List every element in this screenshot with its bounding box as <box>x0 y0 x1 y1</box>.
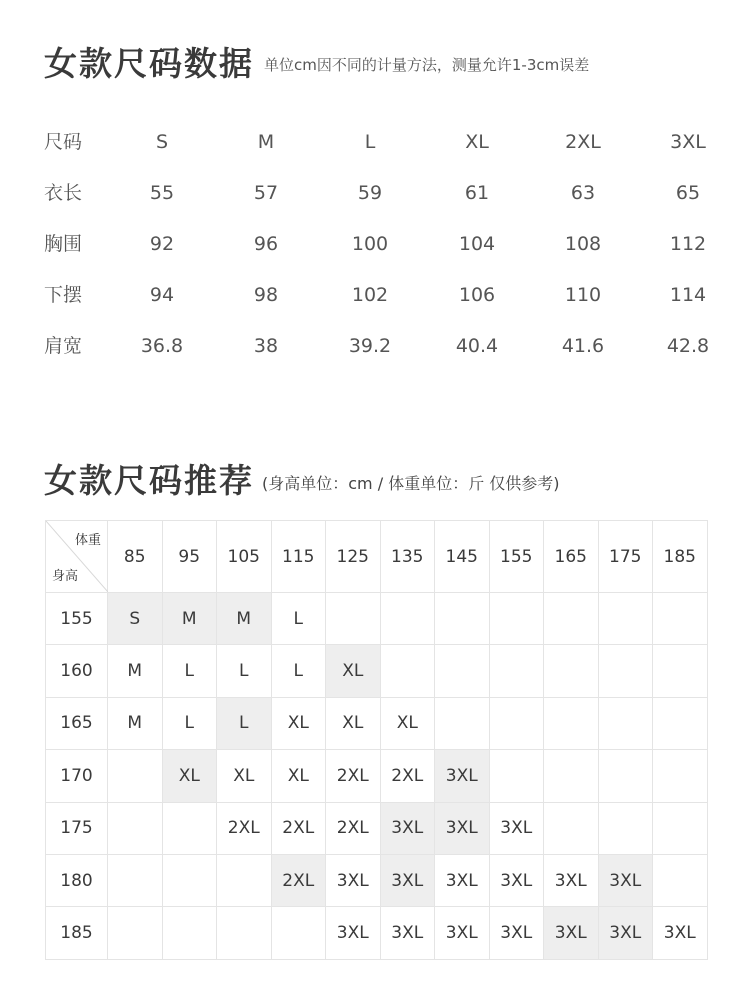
size-cell: L <box>162 697 217 749</box>
size-cell <box>108 854 163 906</box>
size-data-title: 女款尺码数据 <box>44 44 254 83</box>
size-cell: 2XL <box>217 802 272 854</box>
size-cell: XL <box>326 697 381 749</box>
size-value: 104 <box>458 233 496 255</box>
size-cell: 3XL <box>435 750 490 802</box>
size-cell <box>653 802 708 854</box>
size-cell <box>108 907 163 959</box>
weight-header-cell: 135 <box>380 521 435 593</box>
size-cell: M <box>108 645 163 697</box>
height-row <box>46 750 708 802</box>
row-label: 胸围 <box>44 233 83 255</box>
size-cell: 2XL <box>380 750 435 802</box>
height-header-cell: 160 <box>46 645 108 697</box>
size-cell <box>108 802 163 854</box>
size-cell <box>162 802 217 854</box>
size-cell <box>544 750 599 802</box>
size-cell <box>653 854 708 906</box>
row-label: 肩宽 <box>44 335 83 357</box>
height-row <box>46 802 708 854</box>
size-label: 2XL <box>565 131 601 153</box>
height-header-cell: 180 <box>46 854 108 906</box>
size-label: L <box>364 131 376 153</box>
size-label: S <box>155 131 169 153</box>
size-cell: 3XL <box>489 907 544 959</box>
size-cell: XL <box>326 645 381 697</box>
size-cell <box>489 645 544 697</box>
size-cell <box>435 593 490 645</box>
size-header-row <box>0 122 750 162</box>
size-cell: 2XL <box>271 802 326 854</box>
size-recommend-note: (身高单位：cm / 体重单位：斤 仅供参考) <box>262 474 560 493</box>
size-row-hem <box>0 275 750 315</box>
size-cell: 3XL <box>380 907 435 959</box>
size-cell: 3XL <box>544 854 599 906</box>
size-cell <box>544 802 599 854</box>
size-cell: 2XL <box>326 802 381 854</box>
size-value: 61 <box>464 182 490 204</box>
weight-header-row <box>46 521 708 593</box>
size-cell: M <box>162 593 217 645</box>
size-value: 36.8 <box>140 335 184 357</box>
size-cell: XL <box>217 750 272 802</box>
size-cell: XL <box>271 750 326 802</box>
weight-header-cell: 145 <box>435 521 490 593</box>
height-row <box>46 854 708 906</box>
size-cell <box>598 645 653 697</box>
size-cell: 3XL <box>544 907 599 959</box>
size-cell <box>435 645 490 697</box>
size-recommend-table <box>45 520 708 960</box>
size-cell <box>489 750 544 802</box>
size-row-chest <box>0 224 750 264</box>
weight-header-cell: 95 <box>162 521 217 593</box>
size-cell: M <box>108 697 163 749</box>
size-row-length <box>0 173 750 213</box>
size-cell: L <box>217 697 272 749</box>
size-cell <box>598 750 653 802</box>
height-axis-label: 身高 <box>52 569 79 584</box>
size-cell <box>544 645 599 697</box>
row-label: 衣长 <box>44 182 83 204</box>
size-value: 65 <box>675 182 701 204</box>
size-cell <box>380 645 435 697</box>
size-cell <box>544 593 599 645</box>
size-cell: L <box>271 645 326 697</box>
size-cell <box>598 802 653 854</box>
size-cell <box>598 697 653 749</box>
size-cell <box>435 697 490 749</box>
size-cell <box>380 593 435 645</box>
weight-header-cell: 125 <box>326 521 381 593</box>
size-value: 108 <box>564 233 602 255</box>
size-cell: S <box>108 593 163 645</box>
height-row <box>46 645 708 697</box>
size-cell <box>598 593 653 645</box>
size-cell <box>653 593 708 645</box>
size-value: 38 <box>253 335 279 357</box>
size-value: 106 <box>458 284 496 306</box>
size-cell <box>653 750 708 802</box>
size-cell: 3XL <box>435 854 490 906</box>
corner-cell <box>46 521 108 593</box>
weight-header-cell: 165 <box>544 521 599 593</box>
size-label: M <box>257 131 275 153</box>
size-value: 42.8 <box>666 335 710 357</box>
size-cell: 3XL <box>598 854 653 906</box>
height-header-cell: 185 <box>46 907 108 959</box>
size-value: 100 <box>351 233 389 255</box>
size-cell: M <box>217 593 272 645</box>
size-cell: 3XL <box>435 907 490 959</box>
weight-header-cell: 115 <box>271 521 326 593</box>
height-header-cell: 175 <box>46 802 108 854</box>
size-cell: 3XL <box>326 907 381 959</box>
height-row <box>46 907 708 959</box>
size-value: 55 <box>149 182 175 204</box>
size-cell <box>489 593 544 645</box>
size-row-shoulder <box>0 326 750 366</box>
size-cell <box>217 907 272 959</box>
size-cell: 2XL <box>271 854 326 906</box>
size-value: 112 <box>669 233 707 255</box>
size-cell: 2XL <box>326 750 381 802</box>
size-label: XL <box>465 131 489 153</box>
size-value: 110 <box>564 284 602 306</box>
size-cell <box>653 697 708 749</box>
size-cell: L <box>217 645 272 697</box>
size-value: 40.4 <box>455 335 499 357</box>
size-cell: L <box>162 645 217 697</box>
weight-header-cell: 175 <box>598 521 653 593</box>
size-cell: 3XL <box>598 907 653 959</box>
size-cell <box>108 750 163 802</box>
size-value: 94 <box>149 284 175 306</box>
size-cell: 3XL <box>489 802 544 854</box>
size-cell <box>544 697 599 749</box>
height-row <box>46 593 708 645</box>
size-value: 102 <box>351 284 389 306</box>
size-label: 3XL <box>670 131 706 153</box>
size-cell: 3XL <box>435 802 490 854</box>
size-cell <box>162 854 217 906</box>
height-header-cell: 165 <box>46 697 108 749</box>
size-cell <box>326 593 381 645</box>
size-cell: XL <box>271 697 326 749</box>
size-cell <box>271 907 326 959</box>
weight-header-cell: 155 <box>489 521 544 593</box>
height-header-cell: 155 <box>46 593 108 645</box>
size-value: 98 <box>253 284 279 306</box>
size-cell: 3XL <box>380 802 435 854</box>
size-value: 114 <box>669 284 707 306</box>
size-cell <box>162 907 217 959</box>
size-value: 39.2 <box>348 335 392 357</box>
size-value: 59 <box>357 182 383 204</box>
size-cell <box>217 854 272 906</box>
size-cell: 3XL <box>653 907 708 959</box>
height-header-cell: 170 <box>46 750 108 802</box>
size-value: 63 <box>570 182 596 204</box>
size-value: 57 <box>253 182 279 204</box>
weight-header-cell: 105 <box>217 521 272 593</box>
size-cell <box>653 645 708 697</box>
size-cell: XL <box>380 697 435 749</box>
size-cell: 3XL <box>380 854 435 906</box>
size-value: 41.6 <box>561 335 605 357</box>
size-cell: XL <box>162 750 217 802</box>
size-data-note: 单位cm因不同的计量方法，测量允许1-3cm误差 <box>264 56 590 74</box>
row-label: 下摆 <box>44 284 83 306</box>
size-value: 92 <box>149 233 175 255</box>
size-cell: 3XL <box>326 854 381 906</box>
size-cell: L <box>271 593 326 645</box>
size-cell: 3XL <box>489 854 544 906</box>
weight-header-cell: 85 <box>108 521 163 593</box>
weight-header-cell: 185 <box>653 521 708 593</box>
weight-axis-label: 体重 <box>74 533 101 548</box>
size-cell <box>489 697 544 749</box>
height-row <box>46 697 708 749</box>
row-label: 尺码 <box>44 131 83 153</box>
size-value: 96 <box>253 233 279 255</box>
size-recommend-title: 女款尺码推荐 <box>44 461 254 500</box>
